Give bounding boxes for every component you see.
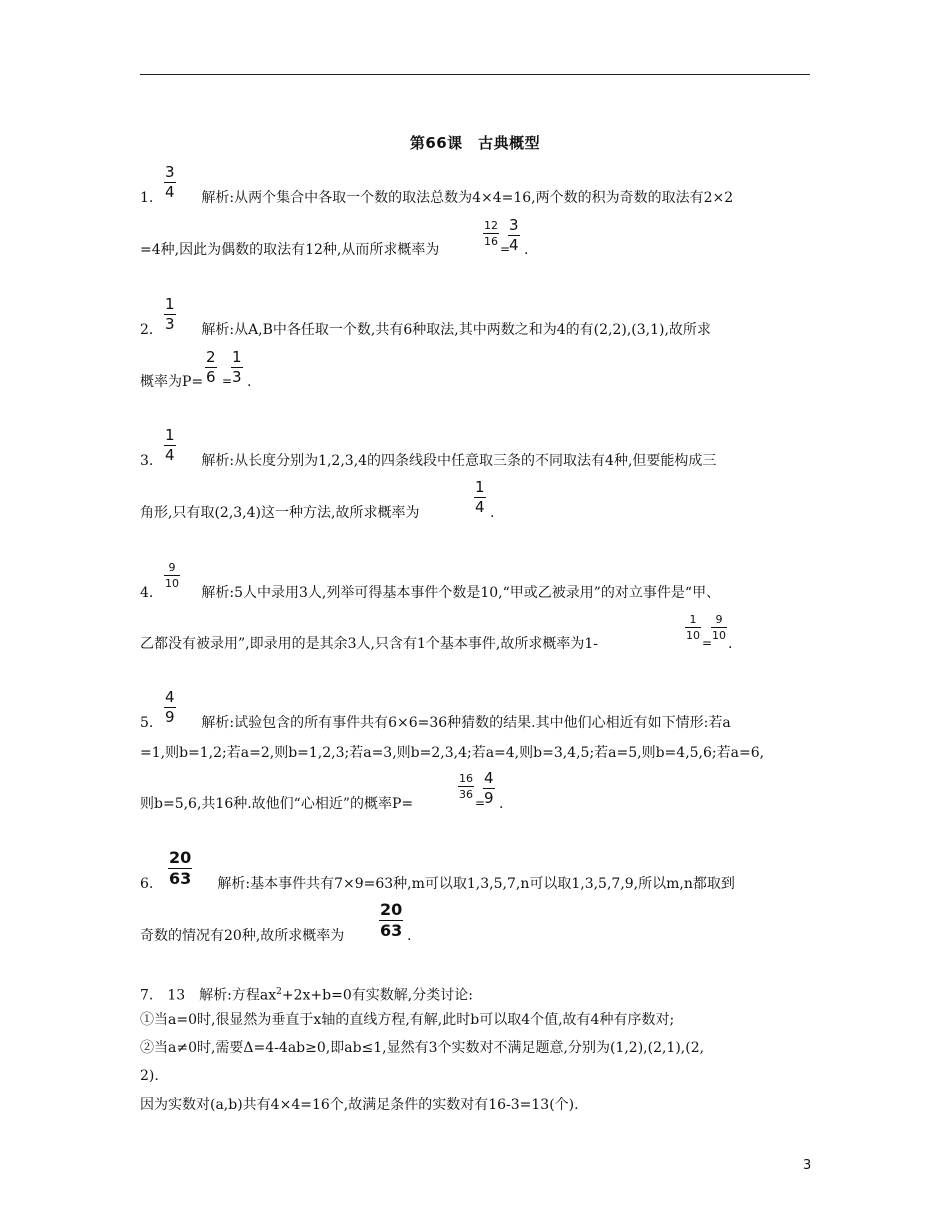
fraction: 20 63 — [380, 900, 403, 940]
problem-line: =4种,因此为偶数的取法有12种,从而所求概率为 — [140, 242, 440, 258]
problem-line: 2). — [140, 1068, 159, 1084]
problem-line: 因为实数对(a,b)共有4×4=16个,故满足条件的实数对有16-3=13(个). — [140, 1097, 579, 1113]
problem-line: 3. 解析:从长度分别为1,2,3,4的四条线段中任意取三条的不同取法有4种,但要能构成三 — [140, 453, 717, 469]
problem-line: 5. 解析:试验包含的所有事件共有6×6=36种猜数的结果.其中他们心相近有如下情形:若a — [140, 715, 731, 731]
header-rule — [140, 74, 810, 75]
fraction: 12 16 — [484, 219, 498, 248]
page-number: 3 — [803, 1158, 812, 1173]
answer-fraction: 1 3 — [165, 295, 175, 333]
problem-line: 奇数的情况有20种,故所求概率为 — [140, 928, 345, 944]
fraction: 2 6 — [206, 348, 216, 386]
page-title: 第66课 古典概型 — [409, 134, 541, 152]
fraction: 1 4 — [475, 478, 485, 516]
answer-fraction: 20 63 — [169, 848, 192, 888]
problem-line: 乙都没有被录用”,即录用的是其余3人,只含有1个基本事件,故所求概率为1- — [140, 636, 598, 652]
problem-line: 4. 解析:5人中录用3人,列举可得基本事件个数是10,“甲或乙被录用”的对立事件是“甲、 — [140, 585, 721, 601]
problem-line: 6. 解析:基本事件共有7×9=63种,m可以取1,3,5,7,n可以取1,3,5,7,9,所以m,n都取到 — [140, 876, 735, 892]
problem-line: 7. 13 解析:方程$ax^2+2x+b=0$有实数解,分类讨论: — [140, 987, 473, 1004]
problem-line: ①当a=0时,很显然为垂直于x轴的直线方程,有解,此时b可以取4个值,故有4种有序数对; — [140, 1012, 675, 1028]
fraction: 9 10 — [712, 613, 726, 642]
problem-line: 角形,只有取(2,3,4)这一种方法,故所求概率为 — [140, 505, 420, 521]
problem-line: 2. 解析:从A,B中各任取一个数,共有6种取法,其中两数之和为4的有(2,2),(3,1),故所求 — [140, 322, 711, 338]
fraction: 4 9 — [484, 769, 494, 807]
problem-line: 概率为P= — [140, 374, 204, 390]
fraction: 1 10 — [686, 613, 700, 642]
problem-line: ②当a≠0时,需要Δ=4-4ab≥0,即ab≤1,显然有3个实数对不满足题意,分别为(1,2),(2,1),(2, — [140, 1040, 705, 1056]
fraction: 3 4 — [509, 216, 519, 254]
fraction: 16 36 — [459, 772, 473, 801]
problem-line: 1. 解析:从两个集合中各取一个数的取法总数为4×4=16,两个数的积为奇数的取法有2×2 — [140, 190, 734, 206]
answer-fraction: 3 4 — [165, 163, 175, 201]
problem-line: =1,则b=1,2;若a=2,则b=1,2,3;若a=3,则b=2,3,4;若a=4,则b=3,4,5;若a=5,则b=4,5,6;若a=6, — [140, 745, 765, 761]
problem-line: 则b=5,6,共16种.故他们“心相近”的概率P= — [140, 796, 414, 812]
answer-fraction: 1 4 — [165, 426, 175, 464]
answer-fraction: 9 10 — [165, 561, 179, 590]
answer-fraction: 4 9 — [165, 688, 175, 726]
fraction: 1 3 — [232, 348, 242, 386]
